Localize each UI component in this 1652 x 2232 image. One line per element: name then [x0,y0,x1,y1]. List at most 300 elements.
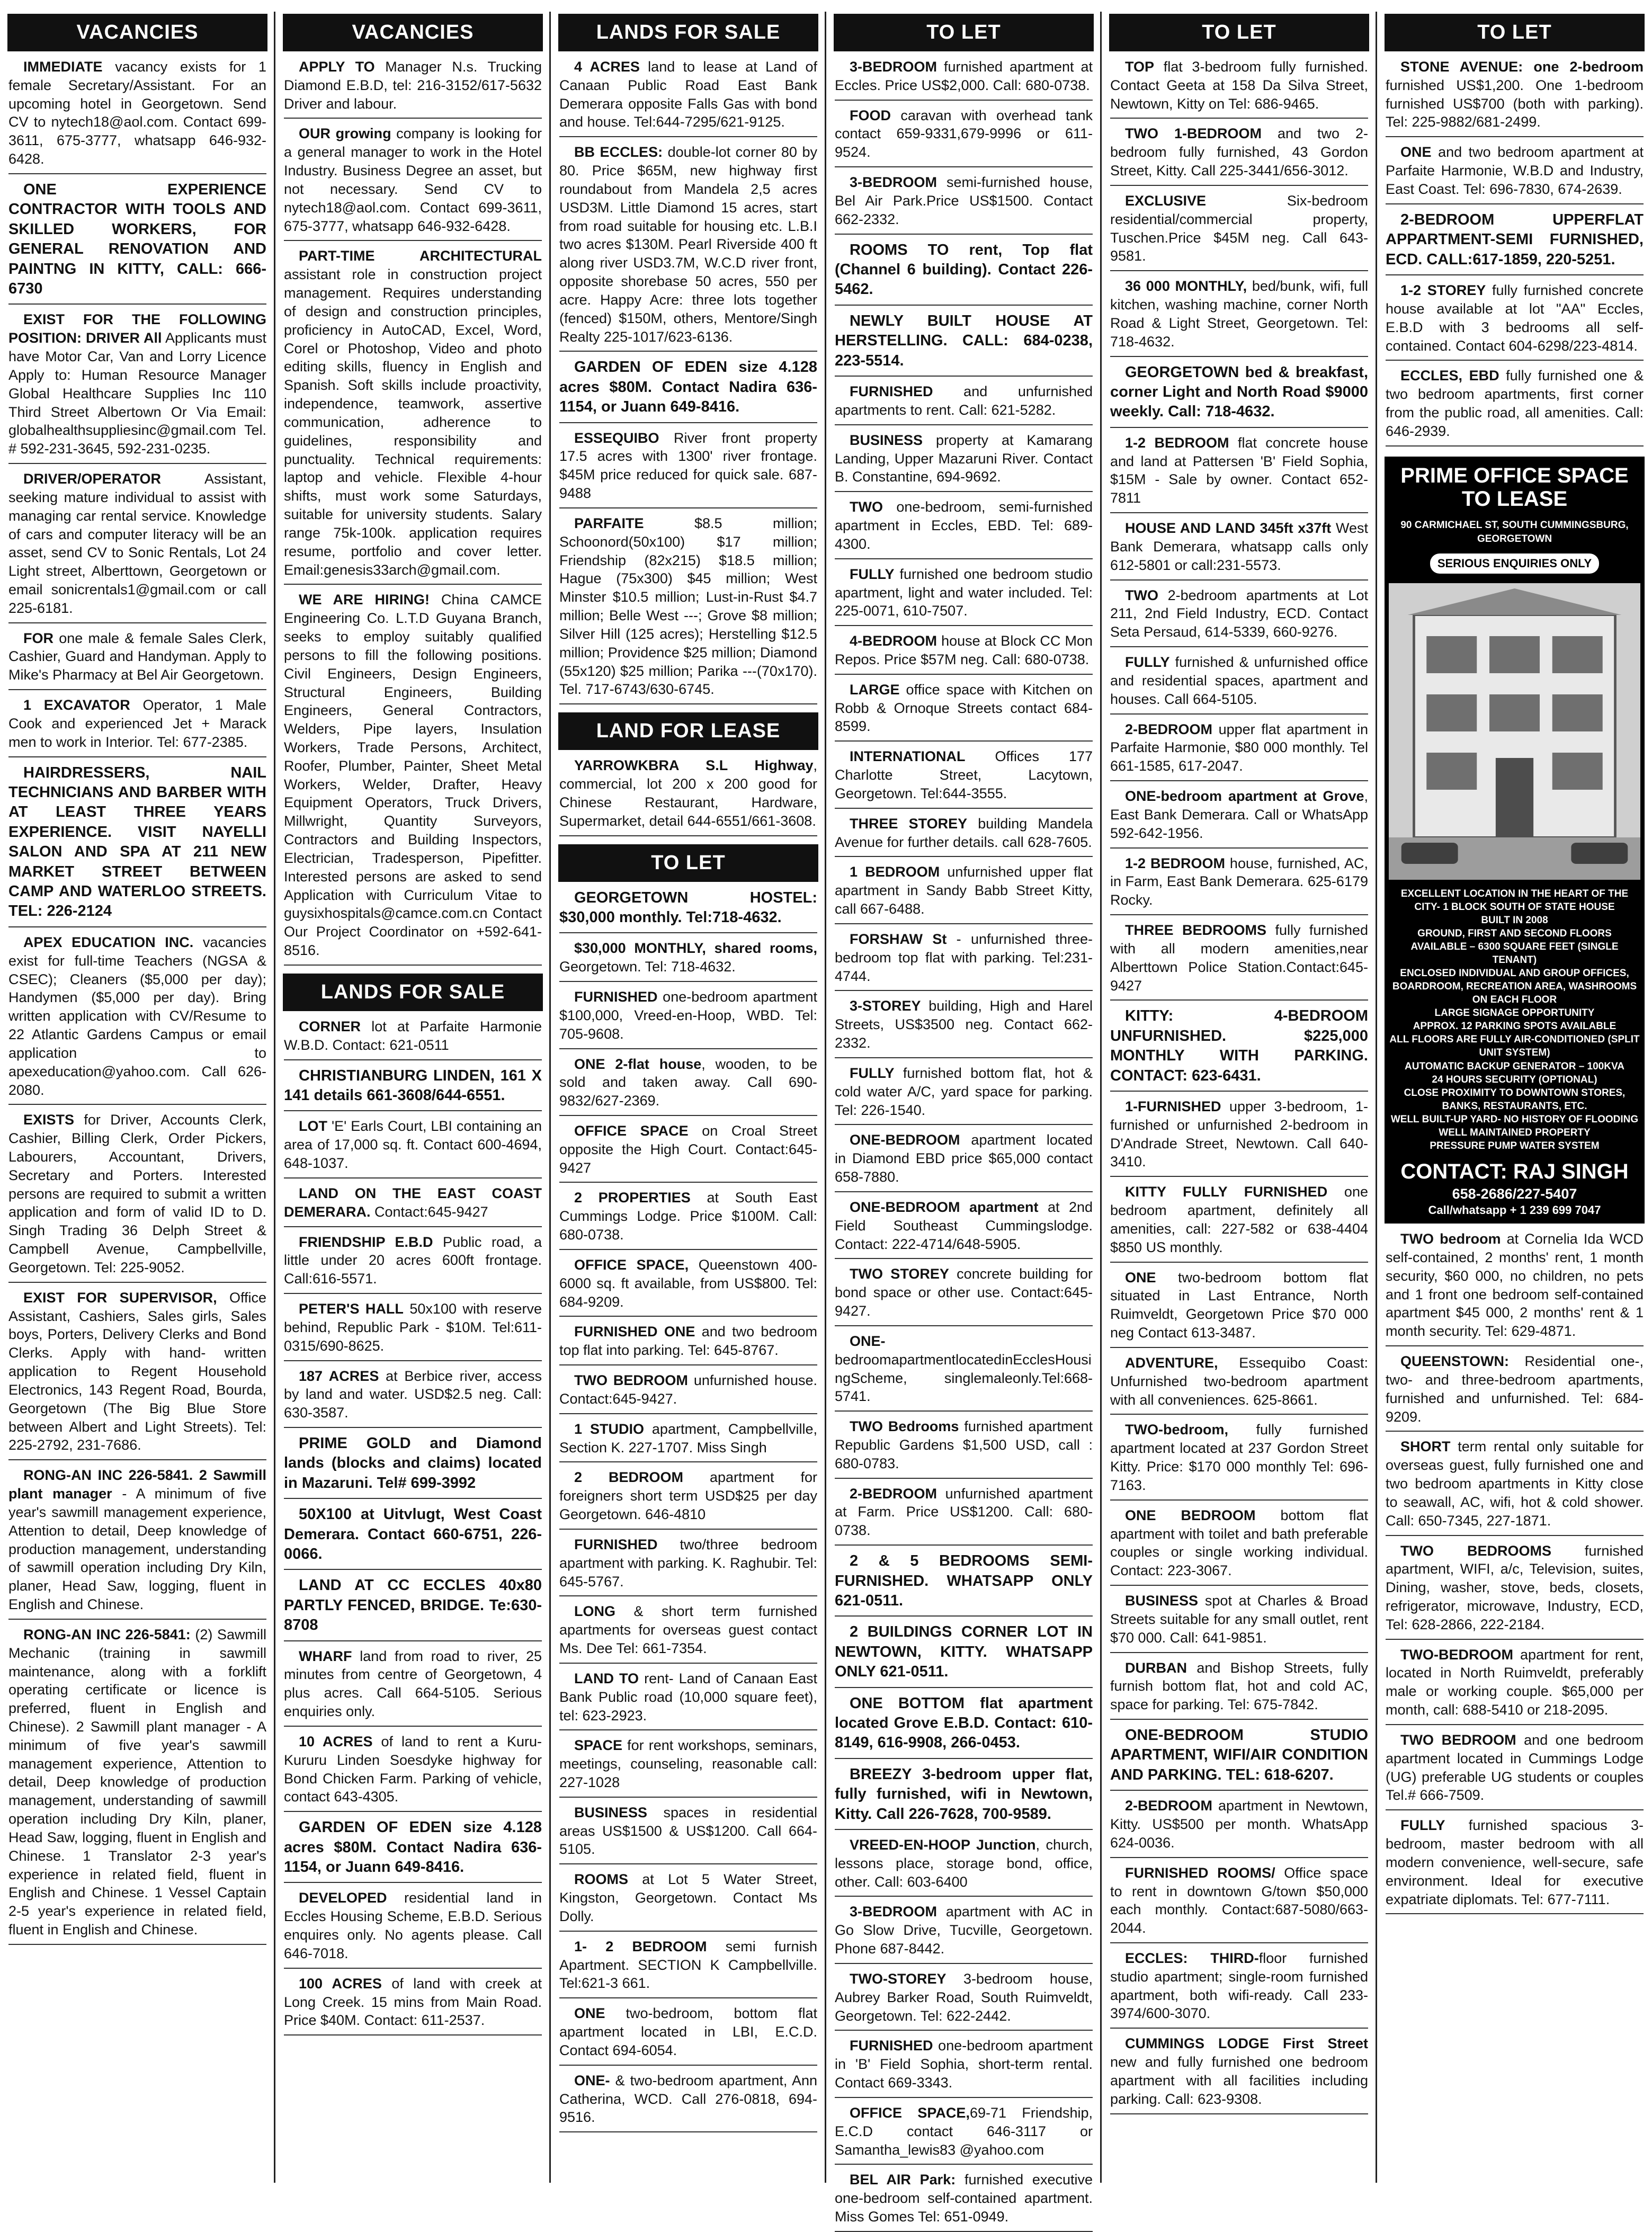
feature-item: 24 HOURS SECURITY (OPTIONAL) [1432,1074,1597,1085]
classified-ad [559,1420,817,1463]
ad-lead: $30,000 MONTHLY, shared rooms, [574,940,817,957]
ad-lead: FULLY [850,1065,895,1081]
ad-text: apartment, Campbellville, Section K. 227-1707. Miss Singh [559,1421,817,1456]
ad-text: fully furnished one & two bedroom apartments, first corner from the public road, all amenities. Call: 646-2939. [1386,368,1644,439]
feature-item: PRESSURE PUMP WATER SYSTEM [1430,1140,1600,1151]
ad-lead: FULLY [1400,1817,1445,1834]
advert-title: PRIME OFFICE SPACE TO LEASE [1400,463,1629,511]
ad-lead: FURNISHED ONE [574,1324,695,1340]
ad-lead: LAND AT CC ECCLES 40x80 PARTLY FENCED, BRIDGE. Te:630-8708 [284,1577,542,1634]
ad-text: River front property 17.5 acres with 1300' river frontage. $45M price reduced for quick sale. 687-9488 [559,430,817,502]
ad-lead: DEVELOPED [299,1890,387,1906]
feature-item: APPROX. 12 PARKING SPOTS AVAILABLE [1413,1021,1617,1032]
classified-ad [1110,1006,1368,1092]
contact-name: CONTACT: RAJ SINGH [1400,1160,1629,1184]
classified-ad [559,1468,817,1529]
ad-lead: FORSHAW St [850,931,947,947]
classified-ad [1386,367,1644,446]
classified-ad [559,2072,817,2132]
ad-text: Queenstown 400-6000 sq. ft available, from US$800. Tel: 684-9209. [559,1256,817,1310]
ad-lead: EXIST FOR SUPERVISOR, [23,1289,217,1306]
ad-lead: RONG-AN INC 226-5841. 2 Sawmill plant manager [8,1467,266,1502]
ad-text: land to lease at Land of Canaan Public Road East Bank Demerara opposite Falls Gas with bond and house. Tel:644-7295/621-9125. [559,59,817,130]
classified-ad [559,58,817,137]
feature-list [1389,887,1640,1153]
classified-ad [1110,58,1368,119]
ad-lead: STONE AVENUE: one 2-bedroom [1400,59,1644,75]
ad-text: furnished apartment Republic Gardens $1,500 USD, call : 680-0783. [835,1418,1093,1471]
ad-lead: GARDEN OF EDEN size 4.128 acres $80M. Contact Nadira 636-1154, or Juann 649-8416. [284,1819,542,1876]
classified-ad [284,1300,542,1361]
ad-text: and unfurnished apartments to rent. Call: 621-5282. [835,383,1093,418]
ad-text: rent- Land of Canaan East Bank Public road (10,000 square feet), tel: 623-2923. [559,1670,817,1724]
ad-lead: ONE-BEDROOM STUDIO APARTMENT, WIFI/AIR CONDITION AND PARKING. TEL: 618-6207. [1110,1726,1368,1783]
feature-item: LARGE SIGNAGE OPPORTUNITY [1434,1007,1595,1019]
classified-ad [284,124,542,241]
section-heading: TO LET [834,14,1094,51]
ad-text: Assistant, seeking mature individual to assist with managing car rental service. Knowledge of cars and computer literacy will be an asset, send CV to Sonic Rentals, Lot 24 Light street, Alberttown, Georgetown or email sonicrentals1@gmail.com or call 225-6181. [8,471,266,616]
ad-text: 50x100 with reserve behind, Republic Park - $10M. Tel:611-0315/690-8625. [284,1301,542,1354]
ad-lead: LARGE [850,681,900,698]
ad-lead: 1-2 STOREY [1400,282,1486,299]
ad-lead: TWO Bedrooms [850,1418,959,1435]
ad-lead: 2 & 5 BEDROOMS SEMI-FURNISHED. WHATSAPP ONLY 621-0511. [835,1552,1093,1609]
feature-item: ALL FLOORS ARE FULLY AIR-CONDITIONED (SPLIT UNIT SYSTEM) [1389,1034,1640,1059]
classified-ad [559,143,817,352]
ad-text: one-bedroom, semi-furnished apartment in Eccles, EBD. Tel: 689-4300. [835,499,1093,552]
ad-lead: THREE BEDROOMS [1125,922,1266,939]
ad-lead: ONE [1125,1269,1156,1285]
classified-ad [1110,1864,1368,1943]
ad-lead: 1 EXCAVATOR [23,697,130,713]
classified-ad [8,310,266,464]
ad-lead: 2 BEDROOM [574,1469,683,1486]
classified-ad [284,1066,542,1112]
ad-text: unfurnished apartment at Farm. Price US$1200. Call: 680-0738. [835,1485,1093,1539]
ad-text: land from road to river, 25 minutes from centre of Georgetown, 4 plus acres. Call 664-5105. Serious enquiries only. [284,1648,542,1720]
ad-lead: FOR [23,630,53,646]
ad-text: Manager N.s. Trucking Diamond E.B.D, tel: 216-3152/617-5632 Driver and labour. [284,59,542,112]
classified-ad [835,498,1093,559]
ad-text: spot at Charles & Broad Streets suitable for any small outlet, rent $70 000. Call: 641-9851. [1110,1593,1368,1646]
ad-text: 2-bedroom apartments at Lot 211, 2nd Field Industry, ECD. Contact Seta Persaud, 614-5339, 660-9276. [1110,587,1368,640]
ad-lead: DURBAN [1125,1659,1187,1676]
classified-ad [835,747,1093,808]
ad-text: Six-bedroom residential/commercial property, Tuschen.Price $45M neg. Call 643-9581. [1110,192,1368,264]
classified-ad [835,240,1093,306]
classified-columns [7,12,1645,2225]
office-space-advert [1385,457,1645,1224]
classified-ad [1110,653,1368,714]
ad-lead: ROOMS [574,1871,629,1888]
feature-item: GROUND, FIRST AND SECOND FLOORS AVAILABLE – 6300 SQUARE FEET (SINGLE TENANT) [1410,927,1619,966]
ad-text: house, furnished, AC, in Farm, East Bank Demerara. 625-6179 Rocky. [1110,855,1368,908]
ad-lead: TWO BEDROOM [1400,1731,1516,1748]
ad-lead: PARFAITE [574,515,644,531]
ad-lead: HOUSE AND LAND 345ft x37ft [1125,520,1332,537]
ad-text: furnished apartment, WIFI, a/c, Television, suites, Dining, washer, stove, beds, closets, refrigerator, microwave, Industry, ECD, Tel: 628-2866, 222-2184. [1386,1542,1644,1632]
ad-text: vacancies exist for full-time Teachers (NGSA & CSEC); Cleaners ($5,000 per day); Handymen ($5,000 per day). Bring written application with CV/Resume to 22 Atlantic Gardens Campus or email application to apexeducation@yahoo.com. Call 626-2080. [8,934,266,1098]
ad-text: furnished one bedroom studio apartment, light and water included. Tel: 225-0071, 610-7507. [835,566,1093,619]
ad-text: Applicants must have Motor Car, Van and Lorry Licence Apply to: Human Resource Manager Global Healthcare Supplies Inc 110 Third Street Albertown Or Via Email: globalhealthsuppliesinc@gmail.com Tel. # 592-231-3645, 592-231-0235. [8,330,266,457]
classified-ad [1386,1646,1644,1725]
classified-ad [8,470,266,623]
ad-lead: BREEZY 3-bedroom upper flat, fully furnished, wifi in Newtown, Kitty. Call 226-7628, 700-9589. [835,1765,1093,1823]
ad-text: caravan with overhead tank contact 659-9331,679-9996 or 611-9524. [835,107,1093,160]
classified-ad [835,1332,1093,1412]
classified-ad [559,1938,817,1998]
ad-text: apartment in Newtown, Kitty. US$500 per month. WhatsApp 624-0036. [1110,1798,1368,1851]
ad-lead: SHORT [1400,1439,1451,1455]
ad-text: unfurnished upper flat apartment in Sandy Babb Street Kitty, call 667-6488. [835,864,1093,917]
ad-lead: WHARF [299,1648,352,1664]
classified-ad [559,1602,817,1663]
ad-text: fully furnished apartment located at 237 Gordon Street Kitty. Price: $170 000 monthly Tel: 696-7163. [1110,1422,1368,1493]
ad-lead: GEORGETOWN bed & breakfast, corner Light and North Road $9000 weekly. Call: 718-4632. [1110,363,1368,421]
ad-lead: BEL AIR Park: [850,2172,956,2188]
ad-text: company is looking for a general manager to work in the Hotel Industry. Business Degree an asset, but not necessary. Send CV to nytech18@aol.com. Contact 699-3611, 675-3777, whatsapp 646-932-6428. [284,126,542,234]
ad-lead: 1 BEDROOM [850,864,940,880]
classified-ad [1110,1797,1368,1858]
ad-text: and two bedroom top flat into parking. Tel: 645-8767. [559,1324,817,1359]
classified-ad [1386,1352,1644,1432]
classified-ad [1386,281,1644,361]
classified-ad [1110,1726,1368,1791]
classified-ad [1110,1506,1368,1586]
ad-text: fully furnished with all modern amenities,near Alberttown Police Station.Contact:645-9427 [1110,922,1368,994]
ad-lead: KITTY FULLY FURNISHED [1125,1184,1328,1200]
ad-text: & two-bedroom apartment, Ann Catherina, WCD. Call 276-0818, 694-9516. [559,2072,817,2126]
ad-lead: 4 ACRES [574,59,640,75]
ad-text: spaces in residential areas US$1500 & US$1200. Call 664-5105. [559,1804,817,1858]
classified-ad [1110,363,1368,428]
ad-lead: 2-BEDROOM [1125,721,1213,737]
classified-ad [835,1485,1093,1546]
ad-text: Public road, a little under 20 acres 600ft frontage. Call:616-5571. [284,1234,542,1287]
ad-text: Office Assistant, Cashiers, Sales girls, Sales boys, Porters, Delivery Clerks and Bond Clerks. Apply with hand- written application to Regent Household Electronics, 143 Regent Road, Bourda, Georgetown (The Big Blue Store between Albert and Light Streets). Tel: 225-2792, 231-7686. [8,1289,266,1453]
ad-lead: INTERNATIONAL [850,748,966,765]
ad-lead: 3-STOREY [850,998,921,1014]
ad-text: furnished executive one-bedroom self-contained apartment. Miss Gomes Tel: 651-0949. [835,2172,1093,2225]
ad-text: on Croal Street opposite the High Court. Contact:645-9427 [559,1122,817,1176]
ad-text: furnished bottom flat, hot & cold water A/C, yard space for parking. Tel: 226-1540. [835,1065,1093,1118]
ad-lead: OFFICE SPACE [574,1122,689,1139]
ad-text: furnished apartment at Eccles. Price US$2,000. Call: 680-0738. [835,59,1093,93]
ad-text: for Driver, Accounts Clerk, Cashier, Billing Clerk, Order Pickers, Labourers, Accountant, Drivers, Secretary and Porters. Interested persons are required to submit a written application and form of valid ID to D. Singh Trading 36 Delph Street & Campbell Avenue, Campbellville, Georgetown. Tel: 225-9052. [8,1112,266,1275]
ad-lead: OFFICE SPACE, [574,1256,689,1273]
classified-ad [1386,58,1644,137]
classified-ad [835,565,1093,626]
feature-item: WELL MAINTAINED PROPERTY [1439,1127,1591,1138]
classified-ad [1110,1659,1368,1720]
classified-ad [559,1736,817,1797]
ad-text: Operator, 1 Male Cook and experienced Jet + Marack men to work in Interior. Tel: 677-2385. [8,697,266,750]
column-1 [7,12,275,2183]
ad-text: (2) Sawmill Mechanic (training in sawmill maintenance, along with a forklift operating certificate or licence is preferred, fluent in English and Chinese). 2 Sawmill plant manager - A minimum of five year's sawmill management experience, Attention to detail, Deep knowledge of production management, understanding of sawmill operation including Dry Kiln, planer, Head Saw, logging, fluent in English and Chinese. 1 Translator 2-3 year's experience in related field, fluent in English and Chinese. 1 Vessel Captain 2-5 year's experience in related field, fluent in English and Chinese. [8,1626,266,1938]
ad-lead: CHRISTIANBURG LINDEN, 161 X 141 details 661-3608/644-6551. [284,1067,542,1104]
feature-item: WELL BUILT-UP YARD- NO HISTORY OF FLOODING [1390,1113,1639,1125]
ad-lead: EXISTS [23,1112,75,1128]
ad-lead: YARROWKBRA S.L Highway [574,757,814,774]
ad-text: , East Bank Demerara. Call or WhatsApp 592-642-1956. [1110,788,1368,841]
classified-ad [559,1870,817,1931]
ad-lead: PART-TIME ARCHITECTURAL [299,248,542,264]
classified-ad [559,1371,817,1414]
ad-lead: ONE [1400,144,1432,160]
classified-ad [1110,434,1368,513]
classified-ad [835,997,1093,1058]
ad-lead: FURNISHED [850,2038,933,2054]
ad-lead: TWO BEDROOM [574,1372,688,1389]
classified-ad [835,2171,1093,2231]
ad-lead: 100 ACRES [299,1975,382,1992]
classified-ad [284,1647,542,1727]
classified-ad [835,431,1093,492]
classified-ad [835,930,1093,991]
ad-lead: ONE EXPERIENCE CONTRACTOR WITH TOOLS AND SKILLED WORKERS, FOR GENERAL RENOVATION AND PAINTNG IN KITTY, CALL: 666-6730 [8,181,266,297]
advert-address: 90 CARMICHAEL ST, SOUTH CUMMINGSBURG, GEORGETOWN [1400,520,1629,544]
classified-ad [559,429,817,508]
ad-text: apartment for rent, located in North Ruimveldt, preferably male or working couple. $65,000 per month, call: 688-5410 or 218-2095. [1386,1646,1644,1718]
ad-text: semi furnish Apartment. SECTION K Campbellville. Tel:621-3 661. [559,1938,817,1992]
classified-ad [284,1733,542,1812]
classified-ad [1110,519,1368,580]
classified-ad [559,888,817,934]
classified-ad [284,591,542,966]
ad-text: two-bedroom bottom flat situated in Last Entrance, North Ruimveldt, Georgetown Price $70 000 neg Contact 613-3487. [1110,1269,1368,1341]
ad-text: house at Block CC Mon Repos. Price $57M neg. Call: 680-0738. [835,633,1093,667]
ad-lead: GEORGETOWN HOSTEL: $30,000 monthly. Tel:718-4632. [559,889,817,926]
classified-ad [284,247,542,585]
ad-lead: 1-2 BEDROOM [1125,855,1225,871]
classified-ad [559,1669,817,1730]
classified-ad [8,696,266,757]
contact-phone: 658-2686/227-5407 [1452,1186,1577,1202]
ad-lead: BB ECCLES: [574,144,663,160]
ad-lead: LAND TO [574,1670,639,1686]
ad-lead: FRIENDSHIP E.B.D [299,1234,433,1250]
classified-ad [835,632,1093,675]
ad-text: apartment with AC in Go Slow Drive, Tucville, Georgetown. Phone 687-8442. [835,1904,1093,1957]
ad-lead: BUSINESS [850,432,923,448]
ad-text: , wooden, to be sold and taken away. Call 690-9832/627-2369. [559,1056,817,1109]
ad-text: upper 3-bedroom, 1-furnished or unfurnished 2-bedroom in D'Andrade Street, Newtown. Call 640-3410. [1110,1098,1368,1170]
ad-lead: ONE-bedroom apartment at Grove [1125,788,1364,805]
classified-ad [559,1055,817,1116]
classified-ad [559,358,817,423]
classified-ad [8,180,266,305]
ad-lead: 36 000 MONTHLY, [1125,278,1247,294]
classified-ad [1110,586,1368,647]
section-heading: VACANCIES [283,14,543,51]
ad-lead: 50X100 at Uitvlugt, West Coast Demerara. Contact 660-6751, 226-0066. [284,1506,542,1563]
classified-ad [835,1198,1093,1259]
classified-ad [8,1626,266,1945]
classified-ad [1110,1592,1368,1653]
ad-text: Essequibo Coast: Unfurnished two-bedroom apartment with all conveniences. 625-8661. [1110,1354,1368,1408]
ad-text: office space with Kitchen on Robb & Ornoque Streets contact 684-8599. [835,681,1093,735]
ad-lead: 2-BEDROOM [1125,1798,1213,1814]
classified-ad [1110,720,1368,781]
ad-lead: 10 ACRES [299,1733,373,1749]
ad-text: China CAMCE Engineering Co. L.T.D Guyana Branch, seeks to employ suitably qualified persons to fill the following positions. Civil Engineers, Design Engineers, Structural Engineers, Building Engineers, General Contractors, Welders, Pipe layers, Insulation Workers, Trade Persons, Architect, Roofer, Plumber, Painter, Sheet Metal Workers, Welder, Drafter, Heavy Equipment Operators, Truck Drivers, Millwright, Quantity Surveyors, Contractors and Building Inspectors, Electrician, Tradesperson, Pipefitter. Interested persons are asked to send Application with Curriculum Vitae to guysixhospitals@camce.com.cn Contact Our Project Coordinator on +592-641-8516. [284,592,542,959]
ad-text: apartment located in Diamond EBD price $65,000 contact 658-7880. [835,1132,1093,1185]
contact-whatsapp: Call/whatsapp + 1 239 699 7047 [1428,1203,1601,1217]
classified-ad [835,681,1093,742]
ad-text: bottom flat apartment with toilet and bath preferable couples or single working individual. Contact: 223-3067. [1110,1507,1368,1579]
ad-lead: TWO STOREY [850,1266,949,1282]
ad-text: and one bedroom apartment located in Cummings Lodge (UG) preferable UG students or couples Tel.# 666-7509. [1386,1731,1644,1804]
classified-ad [1110,854,1368,915]
ad-lead: EXIST FOR THE FOLLOWING POSITION: DRIVER All [8,311,266,346]
classified-ad [835,863,1093,924]
ad-lead: FURNISHED [574,989,658,1005]
ad-text: lot at Parfaite Harmonie W.B.D. Contact: 621-0511 [284,1018,542,1053]
classified-ad [284,58,542,119]
ad-lead: RONG-AN INC 226-5841: [23,1626,191,1642]
ad-text: , church, lessons place, storage bond, office, other. Call: 603-6400 [835,1837,1093,1890]
classified-ad [835,382,1093,425]
ad-lead: LAND ON THE EAST COAST DEMERARA. [284,1185,542,1220]
ad-text: and two 2-bedroom fully furnished, 43 Gordon Street, Kitty. Call 225-3441/656-3012. [1110,126,1368,179]
ad-lead: ECCLES, EBD [1400,368,1499,384]
ad-text: assistant role in construction project management. Requires understanding of design and construction principles, proficiency in AutoCAD, Excel, Word, Corel or Photoshop, Video and photo editing skills, fluency in English and Spanish. Soft skills include proactivity, independence, teamwork, assertive communication, adherence to guidelines, responsibility and punctuality. Technical requirements: laptop and vehicle. Flexible 4-hour shifts, must work some Saturdays, suitable for university students. Salary range 75k-100k. application requires resume, portfolio and cover letter. Email:genesis33arch@gmail.com. [284,266,542,578]
ad-lead: TWO-STOREY [850,1970,946,1987]
ad-lead: EXCLUSIVE [1125,192,1207,209]
ad-lead: 187 ACRES [299,1368,379,1384]
ad-text: vacancy exists for 1 female Secretary/Assistant. For an upcoming hotel in Georgetown. Send CV to nytech18@aol.com. Contact 699-3611, 675-3777, whatsapp 646-932-6428. [8,59,266,167]
ad-lead: 1- 2 BEDROOM [574,1938,707,1954]
ad-lead: FURNISHED ROOMS/ [1125,1864,1275,1881]
ad-text: for rent workshops, seminars, meetings, counseling, reasonable call: 227-1028 [559,1737,817,1790]
ad-text: , commercial, lot 200 x 200 good for Chinese Restaurant, Hardware, Supermarket, detail 644-6551/661-3608. [559,757,817,829]
classified-ad [1110,124,1368,185]
ad-text: one bedroom apartment, definitely all amenities, call: 227-582 or 638-4404 $850 US monthly. [1110,1184,1368,1255]
ad-text: 'E' Earls Court, LBI containing an area of 17,000 sq. ft. Contact 600-4694, 648-1037. [284,1118,542,1172]
serious-enquiries-badge: SERIOUS ENQUIRIES ONLY [1430,553,1599,574]
classified-ad [835,1551,1093,1617]
classified-ad [1110,787,1368,848]
ad-lead: 2 PROPERTIES [574,1190,691,1206]
ad-text: furnished US$1,200. One 1-bedroom furnished US$700 (both with parking). Tel: 225-9882/681-2499. [1386,77,1644,130]
ad-lead: GARDEN OF EDEN size 4.128 acres $80M. Contact Nadira 636-1154, or Juann 649-8416. [559,359,817,416]
classified-ad [1386,1816,1644,1914]
ad-text: concrete building for bond space or other use. Contact:645-9427. [835,1266,1093,1319]
ad-lead: 1 STUDIO [574,1421,644,1437]
column-3 [558,12,826,2183]
classified-ad [8,1466,266,1620]
classified-ad [1386,1438,1644,1535]
ad-text: semi-furnished house, Bel Air Park.Price US$1500. Contact 662-2332. [835,174,1093,227]
classified-ad [559,1804,817,1864]
ad-lead: ONE- [850,1333,886,1349]
ad-text: property at Kamarang Landing, Upper Mazaruni River. Contact B. Constantine, 694-9692. [835,432,1093,485]
classified-ad [1110,1421,1368,1500]
ad-lead: 3-BEDROOM [850,174,937,191]
ad-text: Offices 177 Charlotte Street, Lacytown, Georgetown. Tel:644-3555. [835,748,1093,801]
classified-ad [284,1184,542,1227]
classified-ad [284,1434,542,1499]
classified-ad [1110,192,1368,271]
ad-text: two-bedroom, bottom flat apartment located in LBI, E.C.D. Contact 694-6054. [559,2005,817,2058]
classified-ad [559,2004,817,2065]
classified-ad [8,1111,266,1282]
classified-ad [284,1017,542,1060]
classified-ad [284,1889,542,1968]
classified-ad [835,1765,1093,1830]
classified-ad [1110,277,1368,356]
ad-lead: BUSINESS [1125,1593,1199,1609]
ad-text: at Cornelia Ida WCD self-contained, 2 months' rent, 1 month security, $60 000, no children, no pets and 1 front one bedroom self-contained apartment $45 000, 2 months' rent & 1 month security. Tel: 629-4871. [1386,1231,1644,1340]
classified-ad [559,1122,817,1183]
ad-text: one male & female Sales Clerk, Cashier, Guard and Handyman. Apply to Mike's Pharmacy at Bel Air Georgetown. [8,630,266,683]
ad-lead: WE ARE HIRING! [299,592,430,608]
ad-text: apartment for foreigners short term USD$25 per day Georgetown. 646-4810 [559,1469,817,1523]
ad-lead: TWO bedroom [1400,1231,1501,1247]
ad-text: and Bishop Streets, fully furnish bottom flat, hot and cold AC, space for parking. Tel: 675-7842. [1110,1659,1368,1713]
ad-text: & short term furnished apartments for overseas guest contact Ms. Dee Tel: 661-7354. [559,1603,817,1657]
classified-ad [835,1903,1093,1963]
ad-text: floor furnished studio apartment; single-room furnished apartment, both wifi-ready. Call 233-3974/600-3070. [1110,1950,1368,2022]
classified-ad [284,1367,542,1428]
ad-text: unfurnished house. Contact:645-9427. [559,1372,817,1407]
ad-text: at 2nd Field Southeast Cummingslodge. Contact: 222-4714/648-5905. [835,1199,1093,1252]
ad-lead: FURNISHED [850,383,933,400]
ad-text: two/three bedroom apartment with parking. K. Raghubir. Tel: 645-5767. [559,1536,817,1590]
ad-text: flat concrete house and land at Pattersen 'B' Field Sophia, $15M - Sale by owner. Contact 652-7811 [1110,434,1368,506]
classified-ad [1110,1269,1368,1348]
ad-text: 3-bedroom house, Aubrey Barker Road, South Ruimveldt, Georgetown. Tel: 622-2442. [835,1970,1093,2024]
ad-lead: ECCLES: THIRD- [1125,1950,1259,1966]
ad-lead: HAIRDRESSERS, NAIL TECHNICIANS AND BARBER WITH AT LEAST THREE YEARS EXPERIENCE. VISIT NAYELLI SALON AND SPA AT 211 NEW MARKET STREET BETWEEN CAMP AND WATERLOO STREETS. TEL: 226-2124 [8,764,266,920]
classified-ad [1386,210,1644,275]
ad-lead: ONE-BEDROOM apartment [850,1199,1039,1215]
section-heading: LANDS FOR SALE [283,974,543,1011]
classified-ad [835,2104,1093,2165]
ad-lead: ADVENTURE, [1125,1354,1218,1371]
ad-lead: CUMMINGS LODGE First Street [1125,2035,1368,2052]
column-5 [1109,12,1377,2183]
classified-ad [1110,1354,1368,1415]
ad-lead: NEWLY BUILT HOUSE AT HERSTELLING. CALL: 684-0238, 223-5514. [835,312,1093,369]
classified-ad [835,1622,1093,1688]
ad-lead: PRIME GOLD and Diamond lands (blocks and claims) located in Mazaruni. Tel# 699-3992 [284,1434,542,1492]
ad-lead: APPLY TO [299,59,375,75]
feature-item: BUILT IN 2008 [1481,914,1548,926]
ad-lead: APEX EDUCATION INC. [23,934,194,950]
ad-lead: ONE BOTTOM flat apartment located Grove E.B.D. Contact: 610-8149, 616-9908, 266-0453. [835,1694,1093,1752]
classified-ad [1386,143,1644,204]
ad-text: bed/bunk, wifi, full kitchen, washing machine, corner North Road & Light Street, Georgetown. Tel: 718-4632. [1110,278,1368,350]
ad-lead: FULLY [850,566,895,582]
classified-ad [835,1265,1093,1326]
ad-lead: ONE [574,2005,605,2022]
ad-text: furnished & unfurnished office and residential spaces, apartment and houses. Call 664-5105. [1110,654,1368,707]
ad-lead: TWO [1125,587,1158,603]
ad-text: double-lot corner 80 by 80. Price $65M, new highway first roundabout from Mandela 2,5 acres USD3M. Little Diamond 15 acres, start from road suitable for housing etc. L.B.I two acres $130M. Pearl Riverside 400 ft along river USD3.7M, W.C.D river front, opposite shorebase 50 acres, 550 per acre. Happy Acre: three lots together (fenced) $150M, others, Mentore/Singh Realty 225-1017/623-6136. [559,144,817,345]
ad-lead: ONE- [574,2072,610,2088]
ad-lead: IMMEDIATE [23,59,103,75]
classified-ad [1110,2034,1368,2114]
ad-text: West Bank Demerara, whatsapp calls only 612-5801 or call:231-5573. [1110,520,1368,573]
ad-text: furnished spacious 3-bedroom, master bedroom with all modern convenience, well-secure, safe environment. Ideal for executive expatriate diplomats. Tel: 677-7111. [1386,1817,1644,1907]
classified-ad [8,1289,266,1460]
feature-item: ENCLOSED INDIVIDUAL AND GROUP OFFICES, BOARDROOM, RECREATION AREA, WASHROOMS ON EACH FLOOR [1392,967,1637,1006]
classified-ad [835,106,1093,167]
ad-lead: OUR growing [299,126,391,142]
ad-lead: 2-BEDROOM [850,1485,937,1502]
classified-ad [1386,1542,1644,1640]
